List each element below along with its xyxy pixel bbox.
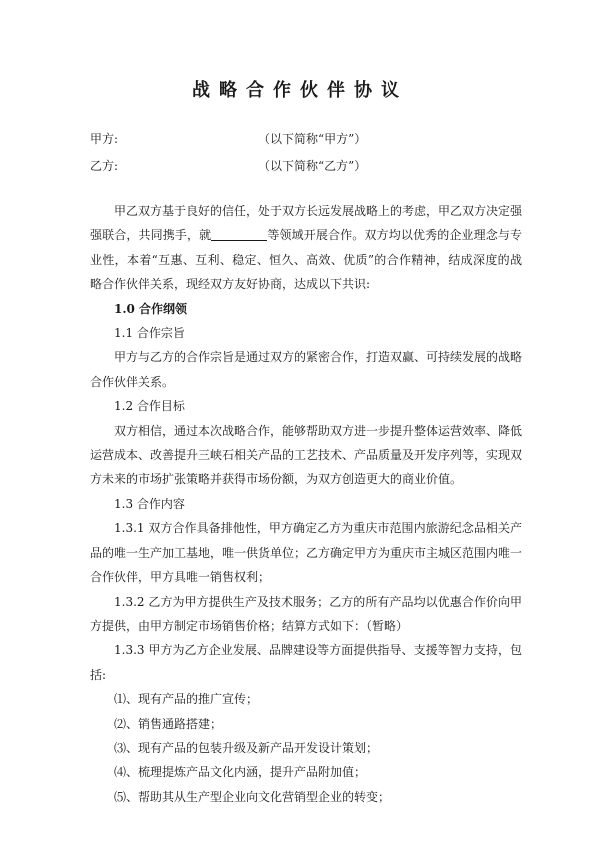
section-1-heading: 1.0 合作纲领 — [114, 301, 188, 316]
section-1-3-1-text: 1.3.1 双方合作具备排他性，甲方确定乙方为重庆市范围内旅游纪念品相关产品的唯一生产加工基地，唯一供货单位；乙方确定甲方为重庆市主城区范围内唯一合作伙伴，甲方具唯一销售权利； — [90, 521, 523, 585]
party-a-label: 甲方: — [90, 132, 119, 146]
party-b-note: （以下简称“乙方”） — [258, 159, 367, 173]
fill-in-blank — [211, 228, 267, 241]
section-1-3-heading: 1.3 合作内容 — [114, 496, 185, 511]
list-item: ⑴、现有产品的推广宣传； — [114, 692, 259, 707]
party-b-label: 乙方: — [90, 159, 119, 173]
document-title: 战略合作伙伴协议 — [192, 80, 408, 101]
intro-text-part2: 等领域开展合作。双方均以优秀的企业理念与专业性，本着“互惠、互利、稳定、恒久、高效、优质”的合作精神，结成深度的战略合作伙伴关系，现经双方友好协商，达成以下共识: — [90, 228, 522, 292]
list-item: ⑶、现有产品的包装升级及新产品开发设计策划； — [114, 740, 379, 755]
party-a-note: （以下简称“甲方”） — [258, 132, 367, 146]
section-1-2-heading: 1.2 合作目标 — [114, 399, 185, 414]
section-1-2-text: 双方相信，通过本次战略合作，能够帮助双方进一步提升整体运营效率、降低运营成本、改善提升三峡石相关产品的工艺技术、产品质量及开发序列等，实现双方未来的市场扩张策略并获得市场份额，为双方创造更大的商业价值。 — [90, 423, 523, 487]
section-1-3-3-text: 1.3.3 甲方为乙方企业发展、品牌建设等方面提供指导、支援等智力支持，包括: — [90, 643, 522, 682]
agreement-body — [90, 199, 522, 809]
section-1-1-heading: 1.1 合作宗旨 — [114, 326, 185, 341]
section-1-3-2-text: 1.3.2 乙方为甲方提供生产及技术服务；乙方的所有产品均以优惠合作价向甲方提供，由甲方制定市场销售价格；结算方式如下：（暂略） — [90, 594, 522, 633]
list-item: ⑵、销售通路搭建； — [114, 716, 223, 731]
intro-text-part1: 甲乙双方基于良好的信任，处于双方长远发展战略上的考虑，甲乙双方决定强强联合，共同携手，就 — [90, 204, 523, 243]
list-item: ⑷、梳理提炼产品文化内涵，提升产品附加值； — [114, 765, 367, 780]
section-1-1-text: 甲方与乙方的合作宗旨是通过双方的紧密合作，打造双赢、可持续发展的战略合作伙伴关系。 — [90, 350, 523, 389]
intro-paragraph — [90, 199, 522, 297]
list-item: ⑸、帮助其从生产型企业向文化营销型企业的转变； — [114, 789, 391, 804]
